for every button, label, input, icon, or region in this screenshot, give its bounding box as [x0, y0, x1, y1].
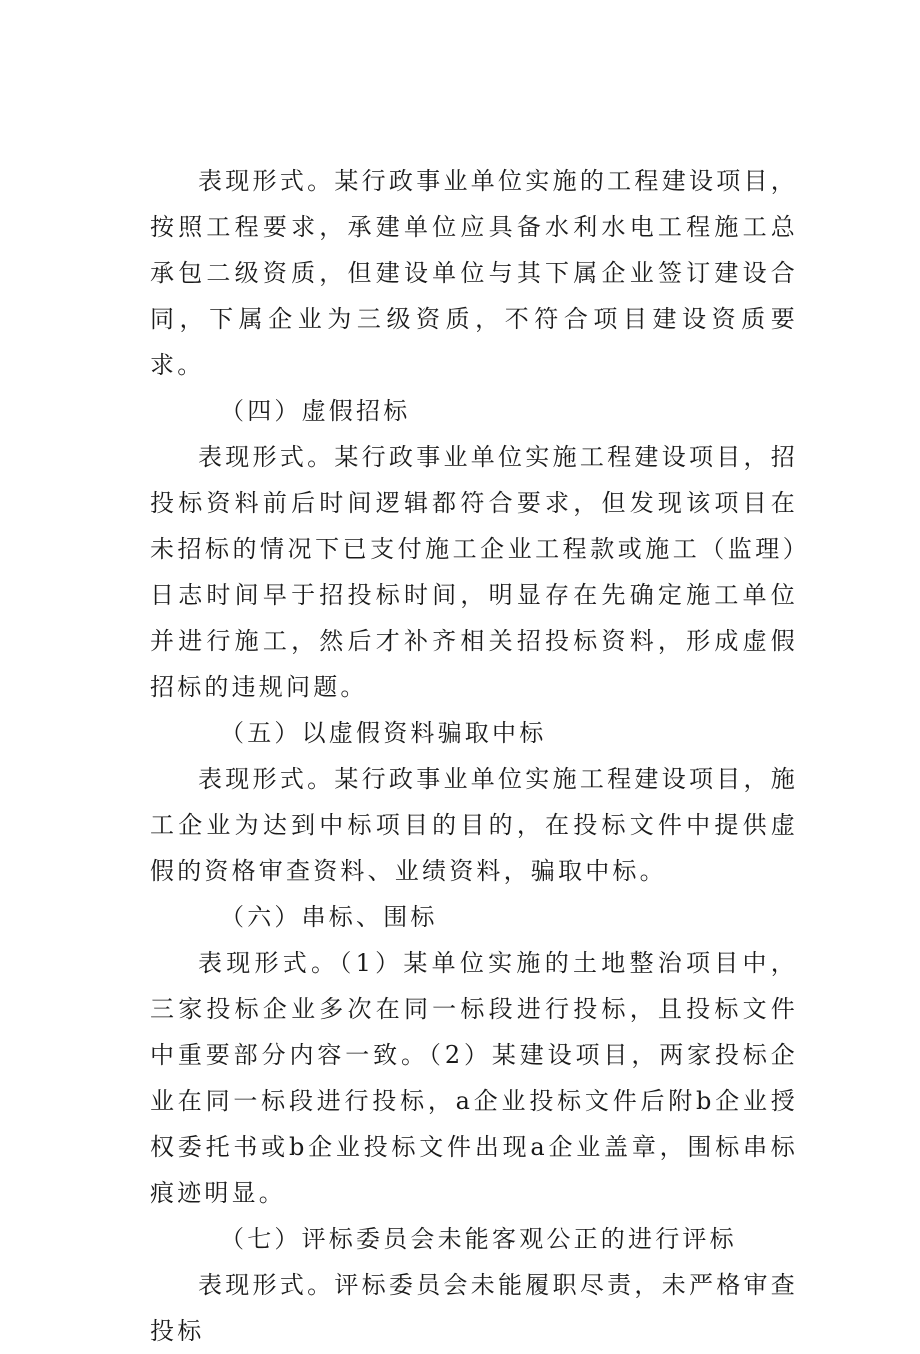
section-heading-6: （六）串标、围标 — [220, 903, 438, 931]
section-heading-7: （七）评标委员会未能客观公正的进行评标 — [220, 1225, 737, 1253]
paragraph-false-materials: 表现形式。某行政事业单位实施工程建设项目，施工企业为达到中标项目的目的，在投标文件中提供虚假的资格审查资料、业绩资料，骗取中标。 — [150, 765, 798, 885]
document-body — [150, 158, 798, 1354]
paragraph-false-bidding: 表现形式。某行政事业单位实施工程建设项目，招投标资料前后时间逻辑都符合要求，但发现该项目在未招标的情况下已支付施工企业工程款或施工（监理）日志时间早于招投标时间，明显存在先确定施工单位并进行施工，然后才补齐相关招投标资料，形成虚假招标的违规问题。 — [150, 443, 798, 701]
paragraph-qualification: 表现形式。某行政事业单位实施的工程建设项目，按照工程要求，承建单位应具备水利水电工程施工总承包二级资质，但建设单位与其下属企业签订建设合同，下属企业为三级资质，不符合项目建设资质要求。 — [150, 167, 798, 379]
paragraph-collusive-bidding: 表现形式。（1）某单位实施的土地整治项目中，三家投标企业多次在同一标段进行投标，且投标文件中重要部分内容一致。（2）某建设项目，两家投标企业在同一标段进行投标，a企业投标文件后附b企业授权委托书或b企业投标文件出现a企业盖章，围标串标痕迹明显。 — [150, 949, 798, 1207]
section-heading-4: （四）虚假招标 — [220, 397, 411, 425]
paragraph-evaluation-committee: 表现形式。评标委员会未能履职尽责，未严格审查投标 — [150, 1271, 798, 1345]
section-heading-5: （五）以虚假资料骗取中标 — [220, 719, 547, 747]
